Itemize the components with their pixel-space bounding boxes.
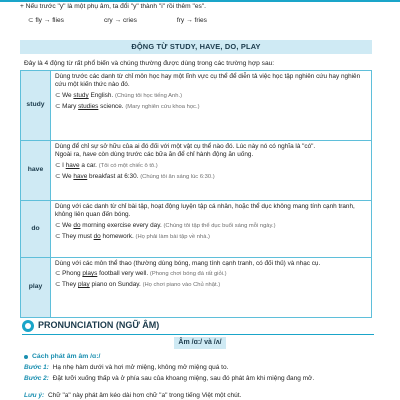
translation: (Phong chơi bóng đá rất giỏi.) [149, 271, 227, 278]
translation: (Mary nghiên cứu khoa học.) [125, 103, 200, 110]
top-rule [0, 0, 400, 2]
usage-text: Dùng với các môn thể thao (thường dùng bóng, mang tính cạnh tranh, có đối thủ) và nhạc cụ. [55, 260, 321, 267]
verb-label: do [21, 201, 51, 258]
pronunciation-step [24, 364, 376, 373]
translation: (Họ chơi piano vào Chủ nhật.) [142, 282, 221, 289]
section-bullet-icon [22, 320, 34, 332]
usage-cell [51, 258, 372, 318]
section-title: ĐỘNG TỪ STUDY, HAVE, DO, PLAY [20, 40, 372, 54]
translation: (Chúng tôi học tiếng Anh.) [114, 92, 182, 99]
key-verb: do [73, 221, 81, 229]
key-verb: plays [82, 270, 98, 278]
key-verb: study [73, 91, 89, 99]
key-verb: have [73, 172, 88, 180]
step-label: Bước 2: [24, 375, 49, 382]
table-row [21, 141, 372, 201]
usage-cell [51, 71, 372, 141]
spelling-rule-text: + Nếu trước "y" là một phụ âm, ta đổi "y" thành "i" rồi thêm "es". [20, 3, 206, 10]
sound-heading [24, 353, 100, 362]
phoneme-title: Âm /ɑ:/ và /ʌ/ [174, 337, 226, 349]
verb-label: play [21, 258, 51, 318]
pronunciation-note [24, 392, 376, 400]
usage-cell [51, 201, 372, 258]
pronunciation-step [24, 375, 376, 384]
spelling-example: fry → fries [176, 16, 207, 24]
section-description: Đây là 4 động từ rất phổ biến và chúng thường được dùng trong các trường hợp sau: [24, 60, 275, 67]
step-label: Bước 1: [24, 364, 49, 371]
example-sentence: ⊂ We have breakfast at 6:30. (Chúng tôi ăn sáng lúc 6:30.) [55, 172, 215, 180]
step-text: Đặt lưỡi xuống thấp và ở phía sau của khoang miệng, sau đó phát âm khi miệng đang mở. [52, 375, 315, 382]
usage-text: Dùng để chỉ sự sở hữu của ai đó đối với một vật cụ thể nào đó. Lúc này nó có nghĩa là "có". [55, 143, 316, 150]
spelling-rule [20, 3, 390, 25]
bullet-icon [24, 355, 28, 359]
table-row [21, 258, 372, 318]
translation: (Tôi có một chiếc ô tô.) [98, 162, 158, 169]
usage-text: Ngoài ra, have còn dùng trước các bữa ăn để chỉ hành động ăn uống. [55, 151, 254, 159]
spelling-example: cry → cries [103, 16, 137, 24]
pronunciation-header [22, 320, 159, 332]
usage-text: Dùng với các danh từ chỉ bài tập, hoạt động luyện tập cá nhân, hoặc thể dục không mang tính cạnh tranh, không liên quan đến bóng. [55, 203, 355, 219]
example-sentence: ⊂ Phong plays football very well. (Phong chơi bóng đá rất giỏi.) [55, 270, 227, 278]
note-label: Lưu ý: [24, 392, 45, 399]
note-text: Chữ "a" này phát âm kéo dài hơn chữ "a" trong tiếng Việt một chút. [47, 392, 242, 399]
key-verb: have [65, 161, 80, 169]
key-verb: studies [78, 102, 99, 110]
translation: (Chúng tôi tập thể dục buổi sáng mỗi ngày.) [163, 222, 276, 229]
translation: (Chúng tôi ăn sáng lúc 6:30.) [140, 173, 215, 180]
section-divider [22, 334, 374, 335]
spelling-examples [20, 17, 390, 26]
example-sentence: ⊂ Mary studies science. (Mary nghiên cứu khoa học.) [55, 102, 200, 110]
example-sentence: ⊂ They must do homework. (Họ phải làm bài tập về nhà.) [55, 232, 210, 240]
sound-heading-text: Cách phát âm âm /ɑ:/ [32, 353, 101, 360]
table-row [21, 201, 372, 258]
usage-cell [51, 141, 372, 201]
example-sentence: ⊂ We do morning exercise every day. (Chúng tôi tập thể dục buổi sáng mỗi ngày.) [55, 221, 276, 229]
spelling-example: ⊂ fly → flies [28, 16, 64, 24]
example-sentence: ⊂ I have a car. (Tôi có một chiếc ô tô.) [55, 161, 158, 169]
step-text: Hạ nhẹ hàm dưới và hơi mở miệng, không mở miệng quá to. [52, 364, 229, 371]
table-row [21, 71, 372, 141]
verb-usage-table [20, 70, 372, 318]
pronunciation-title: PRONUNCIATION (NGỮ ÂM) [38, 320, 160, 331]
usage-text: Dùng trước các danh từ chỉ môn học hay một lĩnh vực cụ thể để diễn tả việc học tập nghiên cứu hay nghiên cứu một kiến thức nào đó. [55, 73, 361, 89]
key-verb: do [93, 232, 101, 240]
example-sentence: ⊂ They play piano on Sunday. (Họ chơi piano vào Chủ nhật.) [55, 281, 221, 289]
example-sentence: ⊂ We study English. (Chúng tôi học tiếng Anh.) [55, 91, 182, 99]
verb-label: study [21, 71, 51, 141]
key-verb: play [78, 281, 90, 289]
verb-label: have [21, 141, 51, 201]
translation: (Họ phải làm bài tập về nhà.) [135, 233, 210, 240]
